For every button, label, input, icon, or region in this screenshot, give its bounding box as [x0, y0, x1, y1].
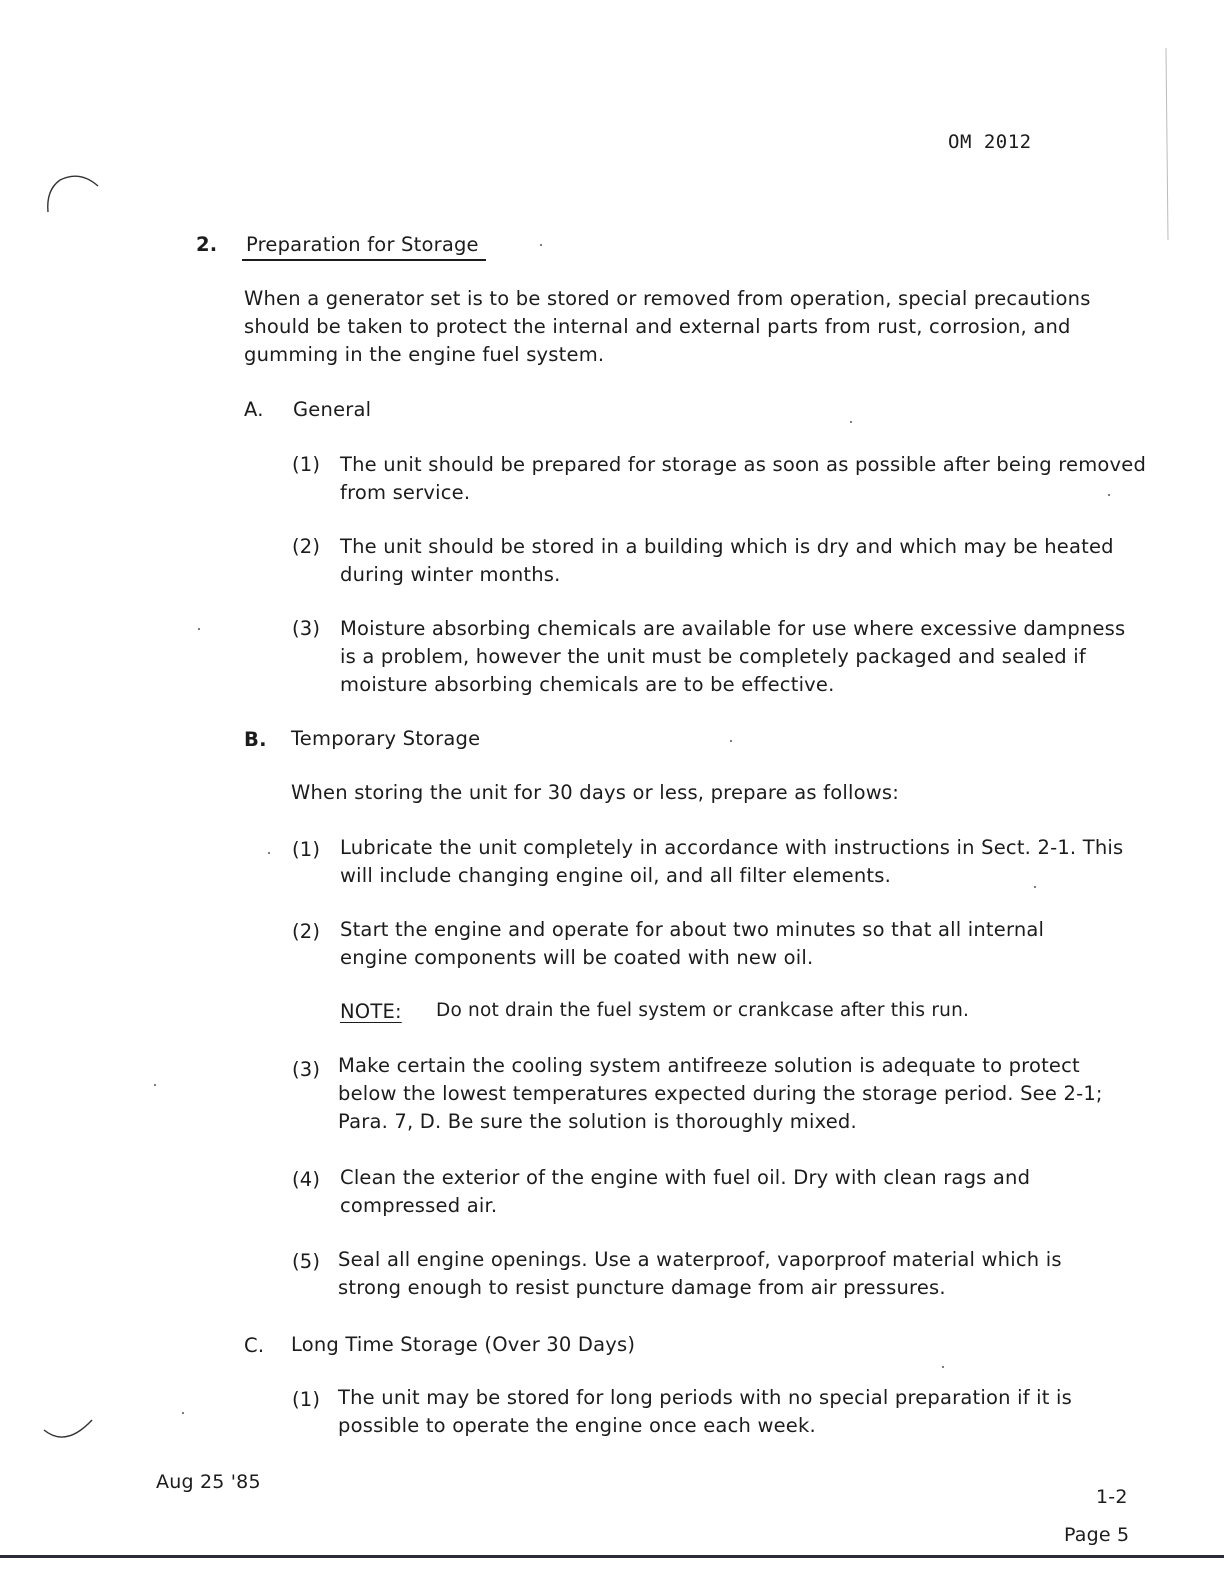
temporary-item-num: (2) [292, 920, 321, 943]
scan-speck [942, 1366, 944, 1368]
scan-speck [730, 740, 732, 742]
subsection-title-general: General [293, 398, 372, 421]
temporary-item-text: Make certain the cooling system antifreeze solution is adequate to protect below the lowest temperatures expected during the storage period. See 2-1; Para. 7, D. Be sure the solution is thoroughly mixed. [338, 1054, 1103, 1133]
subsection-title-temporary: Temporary Storage [291, 727, 481, 750]
section-title: Preparation for Storage [246, 233, 479, 256]
scan-speck [154, 1084, 156, 1086]
general-item-text: Moisture absorbing chemicals are available for use where excessive dampness is a problem, however the unit must be completely packaged and sealed if moisture absorbing chemicals are to be effective. [340, 617, 1126, 696]
general-item-num: (2) [292, 535, 321, 558]
temporary-item-num: (3) [292, 1058, 321, 1081]
general-item-num: (1) [292, 453, 321, 476]
document-code: OM 2012 [948, 131, 1032, 153]
temporary-item-text: Lubricate the unit completely in accordance with instructions in Sect. 2-1. This will include changing engine oil, and all filter elements. [340, 836, 1124, 887]
general-item-text: The unit should be prepared for storage as soon as possible after being removed from service. [340, 453, 1147, 504]
scan-speck [850, 421, 852, 423]
note-text: Do not drain the fuel system or crankcase after this run. [436, 1000, 970, 1021]
temporary-item-text: Seal all engine openings. Use a waterproof, vaporproof material which is strong enough to resist puncture damage from air pressures. [338, 1248, 1062, 1299]
scan-mark-bottom-left [40, 1412, 100, 1452]
subsection-letter-b: B. [244, 728, 267, 751]
note-label: NOTE: [340, 1000, 402, 1023]
scan-speck [182, 1412, 184, 1414]
general-item-num: (3) [292, 617, 321, 640]
section-number: 2. [196, 233, 218, 256]
scan-mark-top-left [40, 168, 110, 228]
temporary-item-text: Clean the exterior of the engine with fuel oil. Dry with clean rags and compressed air. [340, 1166, 1031, 1217]
subsection-letter-c: C. [244, 1334, 265, 1357]
subsection-letter-a: A. [244, 398, 264, 421]
scan-speck [198, 628, 200, 630]
revision-date: Aug 25 '85 [156, 1471, 261, 1493]
scan-mark-right-edge [1158, 40, 1178, 260]
scan-speck [268, 852, 270, 854]
temporary-item-text: Start the engine and operate for about two minutes so that all internal engine components will be coated with new oil. [340, 918, 1045, 969]
scan-speck [540, 244, 542, 246]
page-number: Page 5 [1064, 1524, 1130, 1546]
long-time-item-num: (1) [292, 1388, 321, 1411]
subsection-title-long-time: Long Time Storage (Over 30 Days) [291, 1333, 636, 1356]
section-title-underline [242, 259, 486, 261]
bottom-scan-edge [0, 1555, 1224, 1558]
section-intro: When a generator set is to be stored or removed from operation, special precautions should be taken to protect the internal and external parts from rust, corrosion, and gumming in the engine fuel system. [244, 287, 1091, 366]
temporary-item-num: (1) [292, 838, 321, 861]
temporary-item-num: (4) [292, 1168, 321, 1191]
section-reference: 1-2 [1096, 1486, 1128, 1508]
temporary-item-num: (5) [292, 1250, 321, 1273]
general-item-text: The unit should be stored in a building which is dry and which may be heated during winter months. [340, 535, 1114, 586]
long-time-item-text: The unit may be stored for long periods with no special preparation if it is possible to operate the engine once each week. [338, 1386, 1072, 1437]
temporary-intro: When storing the unit for 30 days or less, prepare as follows: [291, 781, 900, 804]
